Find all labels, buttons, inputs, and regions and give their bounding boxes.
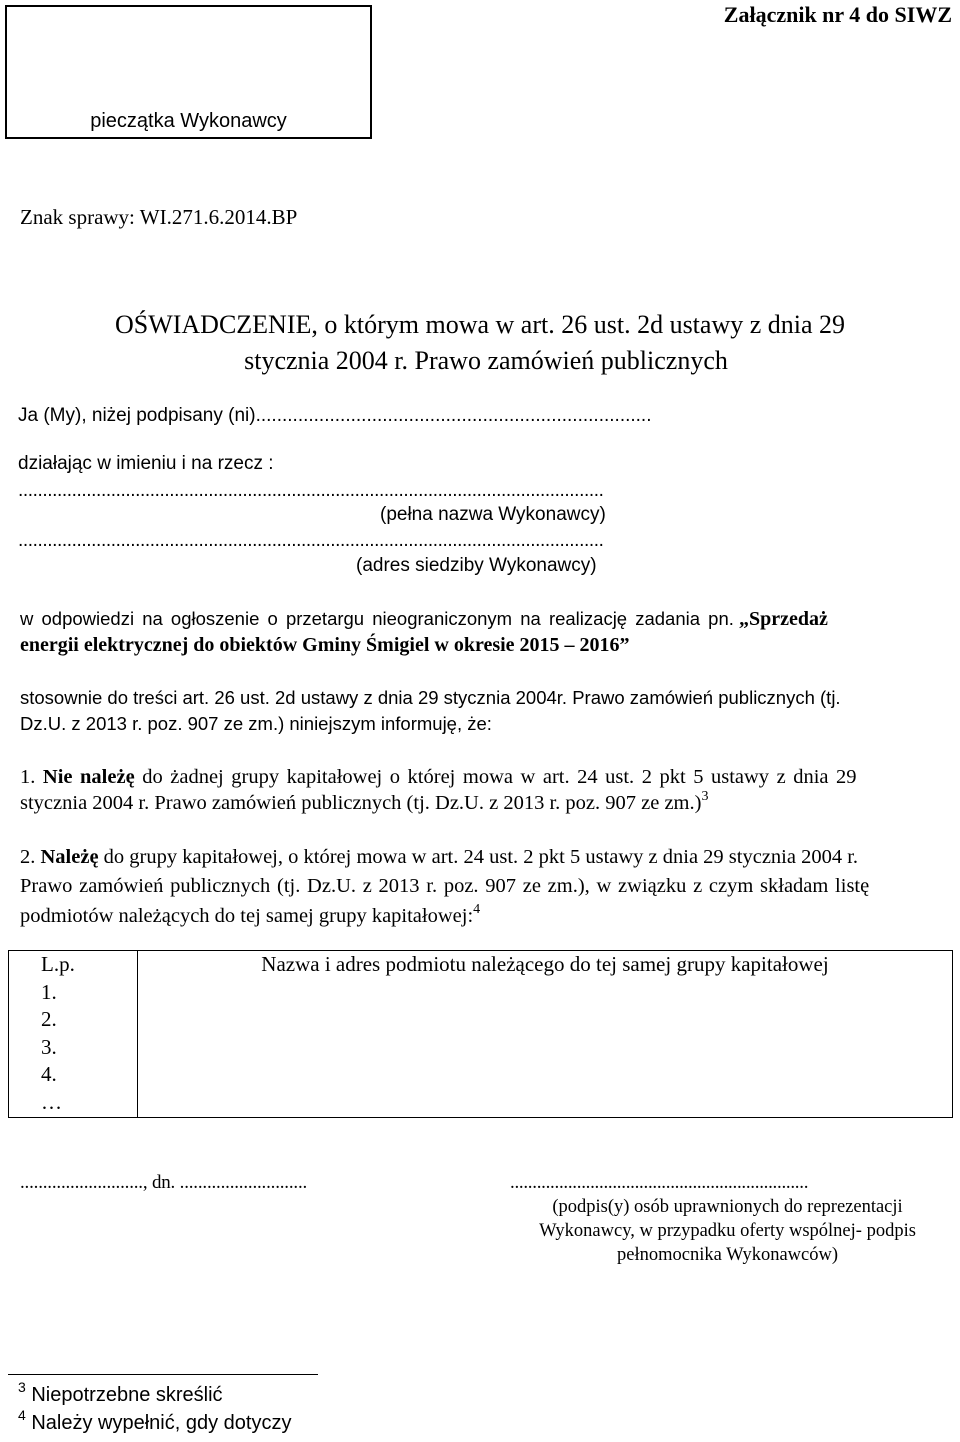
footnote-ref-3: 3 bbox=[701, 789, 709, 804]
signature-dots: ................................................................... bbox=[510, 1172, 809, 1193]
footnote-3-text: Niepotrzebne skreślić bbox=[31, 1384, 223, 1406]
option-2-text: do grupy kapitałowej, o której mowa w art. 24 ust. 2 pkt 5 ustawy z dnia 29 stycznia 2004 r. bbox=[103, 846, 859, 868]
table-cell-lp bbox=[9, 951, 138, 1118]
company-stamp-box bbox=[5, 5, 372, 139]
legal-basis-line2: Dz.U. z 2013 r. poz. 907 ze zm.) niniejszym informuję, że: bbox=[20, 713, 492, 734]
footnote-3 bbox=[18, 1379, 223, 1407]
option-1-text-cont: stycznia 2004 r. Prawo zamówień publicznych (tj. Dz.U. z 2013 r. poz. 907 ze zm.) bbox=[20, 792, 702, 814]
option-2-number: 2. bbox=[20, 846, 36, 868]
footnote-4-number: 4 bbox=[18, 1407, 26, 1423]
task-name-part2: energii elektrycznej do obiektów Gminy Śmigiel w okresie 2015 – 2016” bbox=[20, 634, 630, 656]
acting-on-behalf: działając w imieniu i na rzecz : bbox=[18, 453, 274, 474]
signature-caption-2: Wykonawcy, w przypadku oferty wspólnej- podpis bbox=[539, 1221, 916, 1241]
lp-row-more: … bbox=[41, 1089, 62, 1114]
place-and-date: ..........................., dn. ............................ bbox=[20, 1172, 308, 1193]
lp-row-2: 2. bbox=[41, 1007, 57, 1032]
contractor-name-dots: ........................................................................................................................ bbox=[18, 480, 604, 501]
stamp-label: pieczątka Wykonawcy bbox=[90, 110, 287, 132]
contractor-address-label: (adres siedziby Wykonawcy) bbox=[356, 555, 597, 576]
option-2-choice: Należę bbox=[40, 846, 99, 868]
table-row bbox=[9, 951, 953, 1118]
task-name-part1: „Sprzedaż bbox=[739, 608, 828, 630]
annex-title: Załącznik nr 4 do SIWZ bbox=[723, 2, 952, 27]
footnote-4-text: Należy wypełnić, gdy dotyczy bbox=[31, 1412, 292, 1434]
option-1-choice: Nie należę bbox=[42, 766, 135, 788]
footnote-ref-4: 4 bbox=[473, 902, 481, 917]
option-1-text: do żadnej grupy kapitałowej o której mowa w art. 24 ust. 2 pkt 5 ustawy z dnia 29 bbox=[142, 766, 857, 788]
footnote-3-number: 3 bbox=[18, 1379, 26, 1395]
option-1-line1 bbox=[20, 766, 857, 789]
option-1-number: 1. bbox=[20, 766, 36, 788]
intro-text bbox=[20, 608, 828, 631]
capital-group-table bbox=[8, 950, 953, 1118]
contractor-address-dots: ........................................................................................................................ bbox=[18, 530, 604, 551]
legal-basis-line1: stosownie do treści art. 26 ust. 2d ustawy z dnia 29 stycznia 2004r. Prawo zamówień publicznych (tj. bbox=[20, 687, 841, 708]
declarant-line: Ja (My), niżej podpisany (ni)........................................................................... bbox=[18, 405, 652, 426]
signature-caption-3: pełnomocnika Wykonawców) bbox=[617, 1245, 838, 1265]
footnote-separator bbox=[8, 1374, 318, 1375]
intro-prefix: w odpowiedzi na ogłoszenie o przetargu nieograniczonym na realizację zadania pn. bbox=[20, 608, 734, 629]
lp-row-3: 3. bbox=[41, 1034, 57, 1059]
table-cell-entity bbox=[138, 951, 953, 1118]
option-2-line3 bbox=[20, 902, 481, 928]
option-2-line1 bbox=[20, 846, 858, 869]
document-title-line1: OŚWIADCZENIE, o którym mowa w art. 26 ust. 2d ustawy z dnia 29 bbox=[114, 310, 846, 339]
option-2-text-cont: podmiotów należących do tej samej grupy kapitałowej: bbox=[20, 905, 474, 927]
contractor-name-label: (pełna nazwa Wykonawcy) bbox=[380, 504, 606, 525]
option-2-line2: Prawo zamówień publicznych (tj. Dz.U. z 2013 r. poz. 907 ze zm.), w związku z czym składam listę bbox=[20, 875, 870, 897]
footnote-4 bbox=[18, 1407, 292, 1435]
lp-header: L.p. bbox=[41, 952, 75, 976]
signature-caption-1: (podpis(y) osób uprawnionych do reprezentacji bbox=[552, 1197, 903, 1217]
lp-row-1: 1. bbox=[41, 979, 57, 1004]
option-1-line2 bbox=[20, 789, 709, 815]
document-title-line2: stycznia 2004 r. Prawo zamówień publicznych bbox=[244, 346, 728, 375]
entity-header: Nazwa i adres podmiotu należącego do tej samej grupy kapitałowej bbox=[261, 952, 829, 976]
case-reference: Znak sprawy: WI.271.6.2014.BP bbox=[20, 205, 298, 229]
lp-row-4: 4. bbox=[41, 1062, 57, 1087]
